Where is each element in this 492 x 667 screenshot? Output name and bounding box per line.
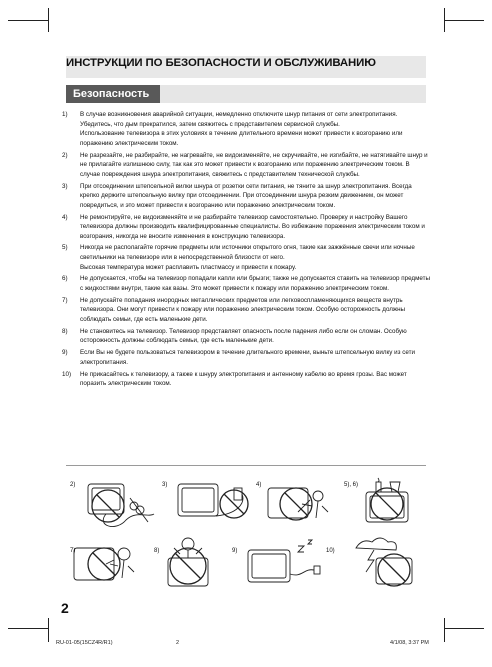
item-text: Не ремонтируйте, не видоизменяйте и не разбирайте телевизор самостоятельно. Проверку и настройку Вашего телевизора должны производить квалифицированные специалисты. Во избежание поражения электрическим током и возгорания, никогда не вносите изменения в конструкцию телевизора. — [80, 213, 425, 240]
section-title: Безопасность — [66, 85, 160, 103]
item-text: Не допускается, чтобы на телевизор попадали капли или брызги; также не допускается ставить на телевизор предметы с жидкостями внутри, такие как вазы. Это может привести к пожару или поражению электрическим током. — [80, 275, 430, 293]
item-number: 3) — [62, 182, 68, 190]
item-text: Убедитесь, что дым прекратился, затем свяжитесь с представителем сервисной службы. — [80, 120, 340, 128]
item-text: При отсоединении штепсельной вилки шнура от розетки сети питания, не тяните за шнур электропитания. Всегда крепко держите штепсельную вилку при отсоединении. При отсоединении шнура резким движением, он может повредиться, и это может привести к возгоранию или поражению электрическим током. — [80, 182, 412, 209]
foreign-object-illustration — [74, 548, 134, 580]
item-number: 7) — [62, 296, 68, 304]
list-item — [62, 213, 430, 242]
item-text: Использование телевизора в этих условиях в течение длительного времени может привести к возгоранию или поражению электрическим током. — [80, 130, 403, 147]
item-number: 4) — [62, 213, 68, 221]
page-number: 2 — [61, 600, 69, 616]
crop-mark — [444, 20, 484, 21]
list-item — [62, 182, 430, 211]
item-text: Не допускайте попадания инородных металлических предметов или легковоспламеняющихся веществ внутрь телевизора. Они могут привести к пожару или поражению электрическим током. Особую осторожность должны соблюдать семьи, где есть маленькие дети. — [80, 296, 406, 323]
cord-damage-illustration — [88, 484, 154, 527]
unplug-long-period-illustration — [248, 540, 320, 582]
item-text: Не прикасайтесь к телевизору, а также к шнуру электропитания и антенному кабелю во время грозы. Вас может поразить электрическим током. — [80, 370, 407, 388]
footer-center: 2 — [176, 640, 180, 646]
item-number: 5) — [62, 244, 68, 252]
list-item — [62, 370, 430, 389]
no-repair-illustration — [268, 488, 328, 520]
item-number: 1) — [62, 111, 68, 118]
crop-mark — [48, 8, 49, 32]
illustration-label: 5), 6) — [344, 482, 359, 488]
item-number: 2) — [62, 151, 68, 159]
illustration-label: 7) — [70, 548, 76, 554]
item-text: Не разрезайте, не разбирайте, не нагревайте, не видоизменяйте, не скручивайте, не изгибайте, не натягивайте шнур и не прилагайте излишнюю силу, так как это может привести к возгоранию или поражению электрическим током. В случае повреждения шнура электропитания, свяжитесь с представителем технической службы. — [80, 151, 428, 178]
illustration-label: 4) — [256, 482, 262, 488]
crop-mark — [444, 618, 445, 642]
item-number: 8) — [62, 327, 68, 335]
illustration-label: 3) — [162, 482, 168, 488]
candle-vase-illustration — [366, 478, 408, 522]
footer-left: RU-01-05(15CZ4R/R1) — [56, 640, 113, 646]
list-item — [62, 243, 430, 272]
safety-list — [62, 110, 430, 391]
item-text: Не становитесь на телевизор. Телевизор представляет опасность после падения либо если он сломан. Особую осторожность должны соблюдать семьи, где есть маленькие дети. — [80, 327, 407, 345]
list-item — [62, 327, 430, 346]
illustration-label: 2) — [70, 482, 76, 488]
item-text: Высокая температура может расплавить пластмассу и привести к пожару. — [80, 263, 297, 271]
item-text: Если Вы не будете пользоваться телевизором в течение длительного времени, выньте штепсельную вилку из сети электропитания. — [80, 349, 416, 366]
item-number: 6) — [62, 275, 68, 283]
divider — [66, 465, 426, 466]
illustration-label: 9) — [232, 548, 238, 554]
crop-mark — [8, 20, 48, 21]
illustration-label: 8) — [154, 548, 160, 554]
list-item — [62, 348, 430, 367]
crop-mark — [444, 8, 445, 32]
item-text: Никогда не располагайте горячие предметы или источники открытого огня, такие как зажжённые свечи или ночные светильники на телевизоре или в непосредственной близости от него. — [80, 244, 415, 262]
item-number: 9) — [62, 349, 68, 357]
list-item — [62, 296, 430, 325]
item-text: В случае возникновения аварийной ситуации, немедленно отключите шнур питания от сети электропитания. — [80, 111, 398, 118]
no-climbing-illustration — [168, 538, 208, 586]
thunderstorm-illustration — [356, 538, 412, 586]
list-item — [62, 274, 430, 293]
plug-pull-illustration — [178, 484, 248, 518]
page-title: ИНСТРУКЦИИ ПО БЕЗОПАСНОСТИ И ОБСЛУЖИВАНИЮ — [66, 57, 376, 69]
crop-mark — [8, 628, 48, 629]
footer-right: 4/1/08, 3:37 PM — [390, 640, 429, 646]
illustration-label: 10) — [326, 548, 335, 554]
item-number: 10) — [62, 370, 72, 378]
crop-mark — [48, 618, 49, 642]
list-item — [62, 151, 430, 180]
list-item — [62, 110, 430, 148]
warning-illustrations — [66, 474, 426, 594]
crop-mark — [444, 628, 484, 629]
